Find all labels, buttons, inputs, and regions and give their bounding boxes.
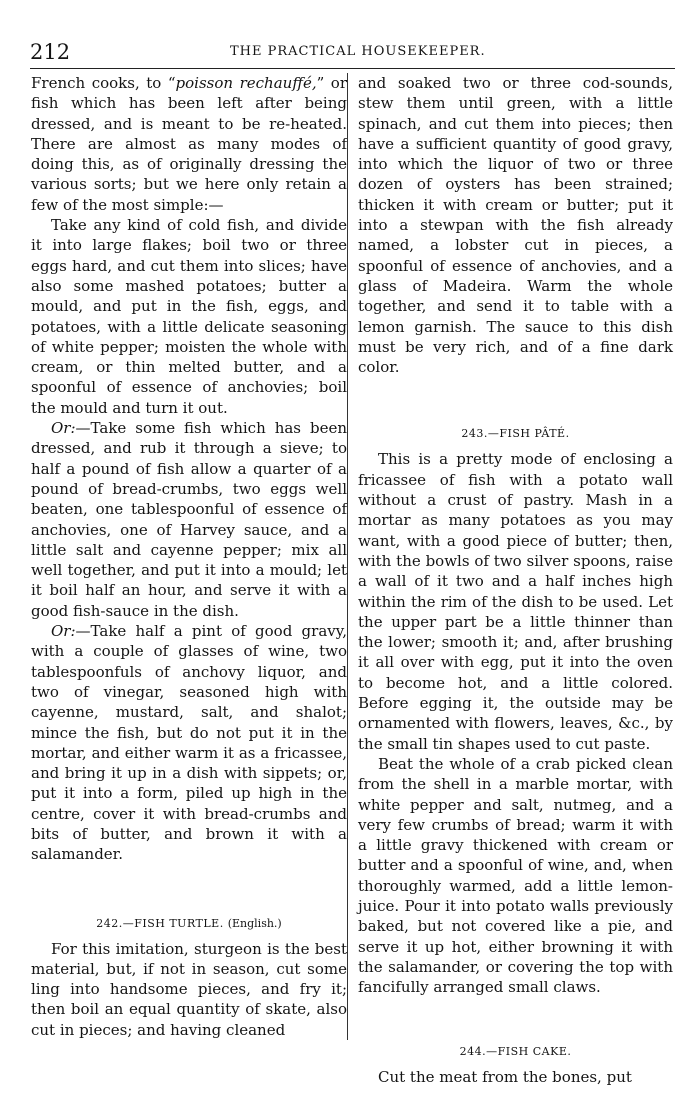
paragraph-fish-turtle-cont: and soaked two or three cod-sounds, stew them until green, with a little spinach, and cut them into pieces; then have a sufficient quantity of good gravy, into which the liquor of two or three dozen of oysters has been strained; thicken it with cream or butter; put it into a stewpan with the fish already named, a lobster cut in pieces, a spoonful of essence of anchovies, and a glass of Madeira. Warm the whole together, and send it to table with a lemon garnish. The sauce to this dish must be very rich, and of a fine dark color. [358,74,673,377]
italic-or: Or: [51,419,76,438]
paragraph-fish-pate: This is a pretty mode of enclosing a fricassee of fish with a potato wall without a crust of pastry. Mash in a mortar as many potatoes as you may want, with a good piece of butter; then, with the bowls of two silver spoons, raise a wall of it two and a half inches high within the rim of the dish to be used. Let the upper part be a little thinner than the lower; smooth it; and, after brushing it all over with egg, put it into the oven to become hot, and a little colored. Before egging it, the outside may be ornamented with flowers, leaves, &c., by the small tin shapes used to cut paste. [358,450,673,753]
section-title-242: 242.—FISH TURTLE. (English.) [96,916,282,930]
paragraph-crab: Beat the whole of a crab picked clean from the shell in a marble mortar, with white pepper and salt, nutmeg, and a very few crumbs of bread; warm it with a little gravy thickened with cream or butter and a spoonful of wine, and, when thoroughly warmed, add a little lemon-juice. Pour it into potato walls previously baked, but not covered like a pie, and serve it up hot, either browning it with the salamander, or covering the top with fancifully arranged small claws. [358,754,673,997]
column-divider [347,73,348,1040]
paragraph-or-sieve: Or:—Take some fish which has been dressed, and rub it through a sieve; to half a pound of fish allow a quarter of a pound of bread-crumbs, two eggs well beaten, one tablespoonful of essence of anchovies, one of Harvey sauce, and a little salt and cayenne pepper; mix all well together, and put it into a mould; let it boil half an hour, and serve it with a good fish-sauce in the dish. [31,419,347,620]
paragraph-fish-turtle: For this imitation, sturgeon is the best material, but, if not in season, cut some ling into handsome pieces, and fry it; then boil an equal quantity of skate, also cut in pieces; and having cleaned [31,939,347,1039]
page-number: 212 [30,40,71,64]
italic-french-term: poisson rechauffé, [175,74,317,92]
right-column [358,73,673,1088]
paragraph-rechauffe-intro: French cooks, to “poisson rechauffé,” or fish which has been left after being dressed, and is meant to be re-heated. There are almost as many modes of doing this, as of originally dressing the various sorts; but we here only retain a few of the most simple:— [31,74,348,214]
section-title-243: 243.—FISH PÂTÉ. [461,427,570,441]
paragraph-or-gravy: Or:—Take half a pint of good gravy, with a couple of glasses of wine, two tablespoonfuls of anchovy liquor, and two of vinegar, seasoned high with cayenne, mustard, salt, and shalot; mince the fish, but do not put it in the mortar, and either warm it as a fricassee, and bring it up in a dish with sippets; or, put it into a form, piled up high in the centre, cover it with bread-crumbs and bits of butter, and brown it with a salamander. [31,622,347,864]
section-title-244: 244.—FISH CAKE. [459,1045,572,1059]
page-header [30,40,675,69]
running-head: THE PRACTICAL HOUSEKEEPER. [230,44,486,59]
paragraph-fish-cake: Cut the meat from the bones, put [378,1068,632,1087]
section-subtitle-242: (English.) [227,916,282,930]
italic-or: Or: [51,622,76,641]
left-column [31,73,347,1040]
paragraph-cold-fish: Take any kind of cold fish, and divide it into large flakes; boil two or three eggs hard, and cut them into slices; have also some mashed potatoes; butter a mould, and put in the fish, eggs, and potatoes, with a little delicate seasoning of white pepper; moisten the whole with cream, or thin melted butter, and a spoonful of essence of anchovies; boil the mould and turn it out. [31,216,347,417]
